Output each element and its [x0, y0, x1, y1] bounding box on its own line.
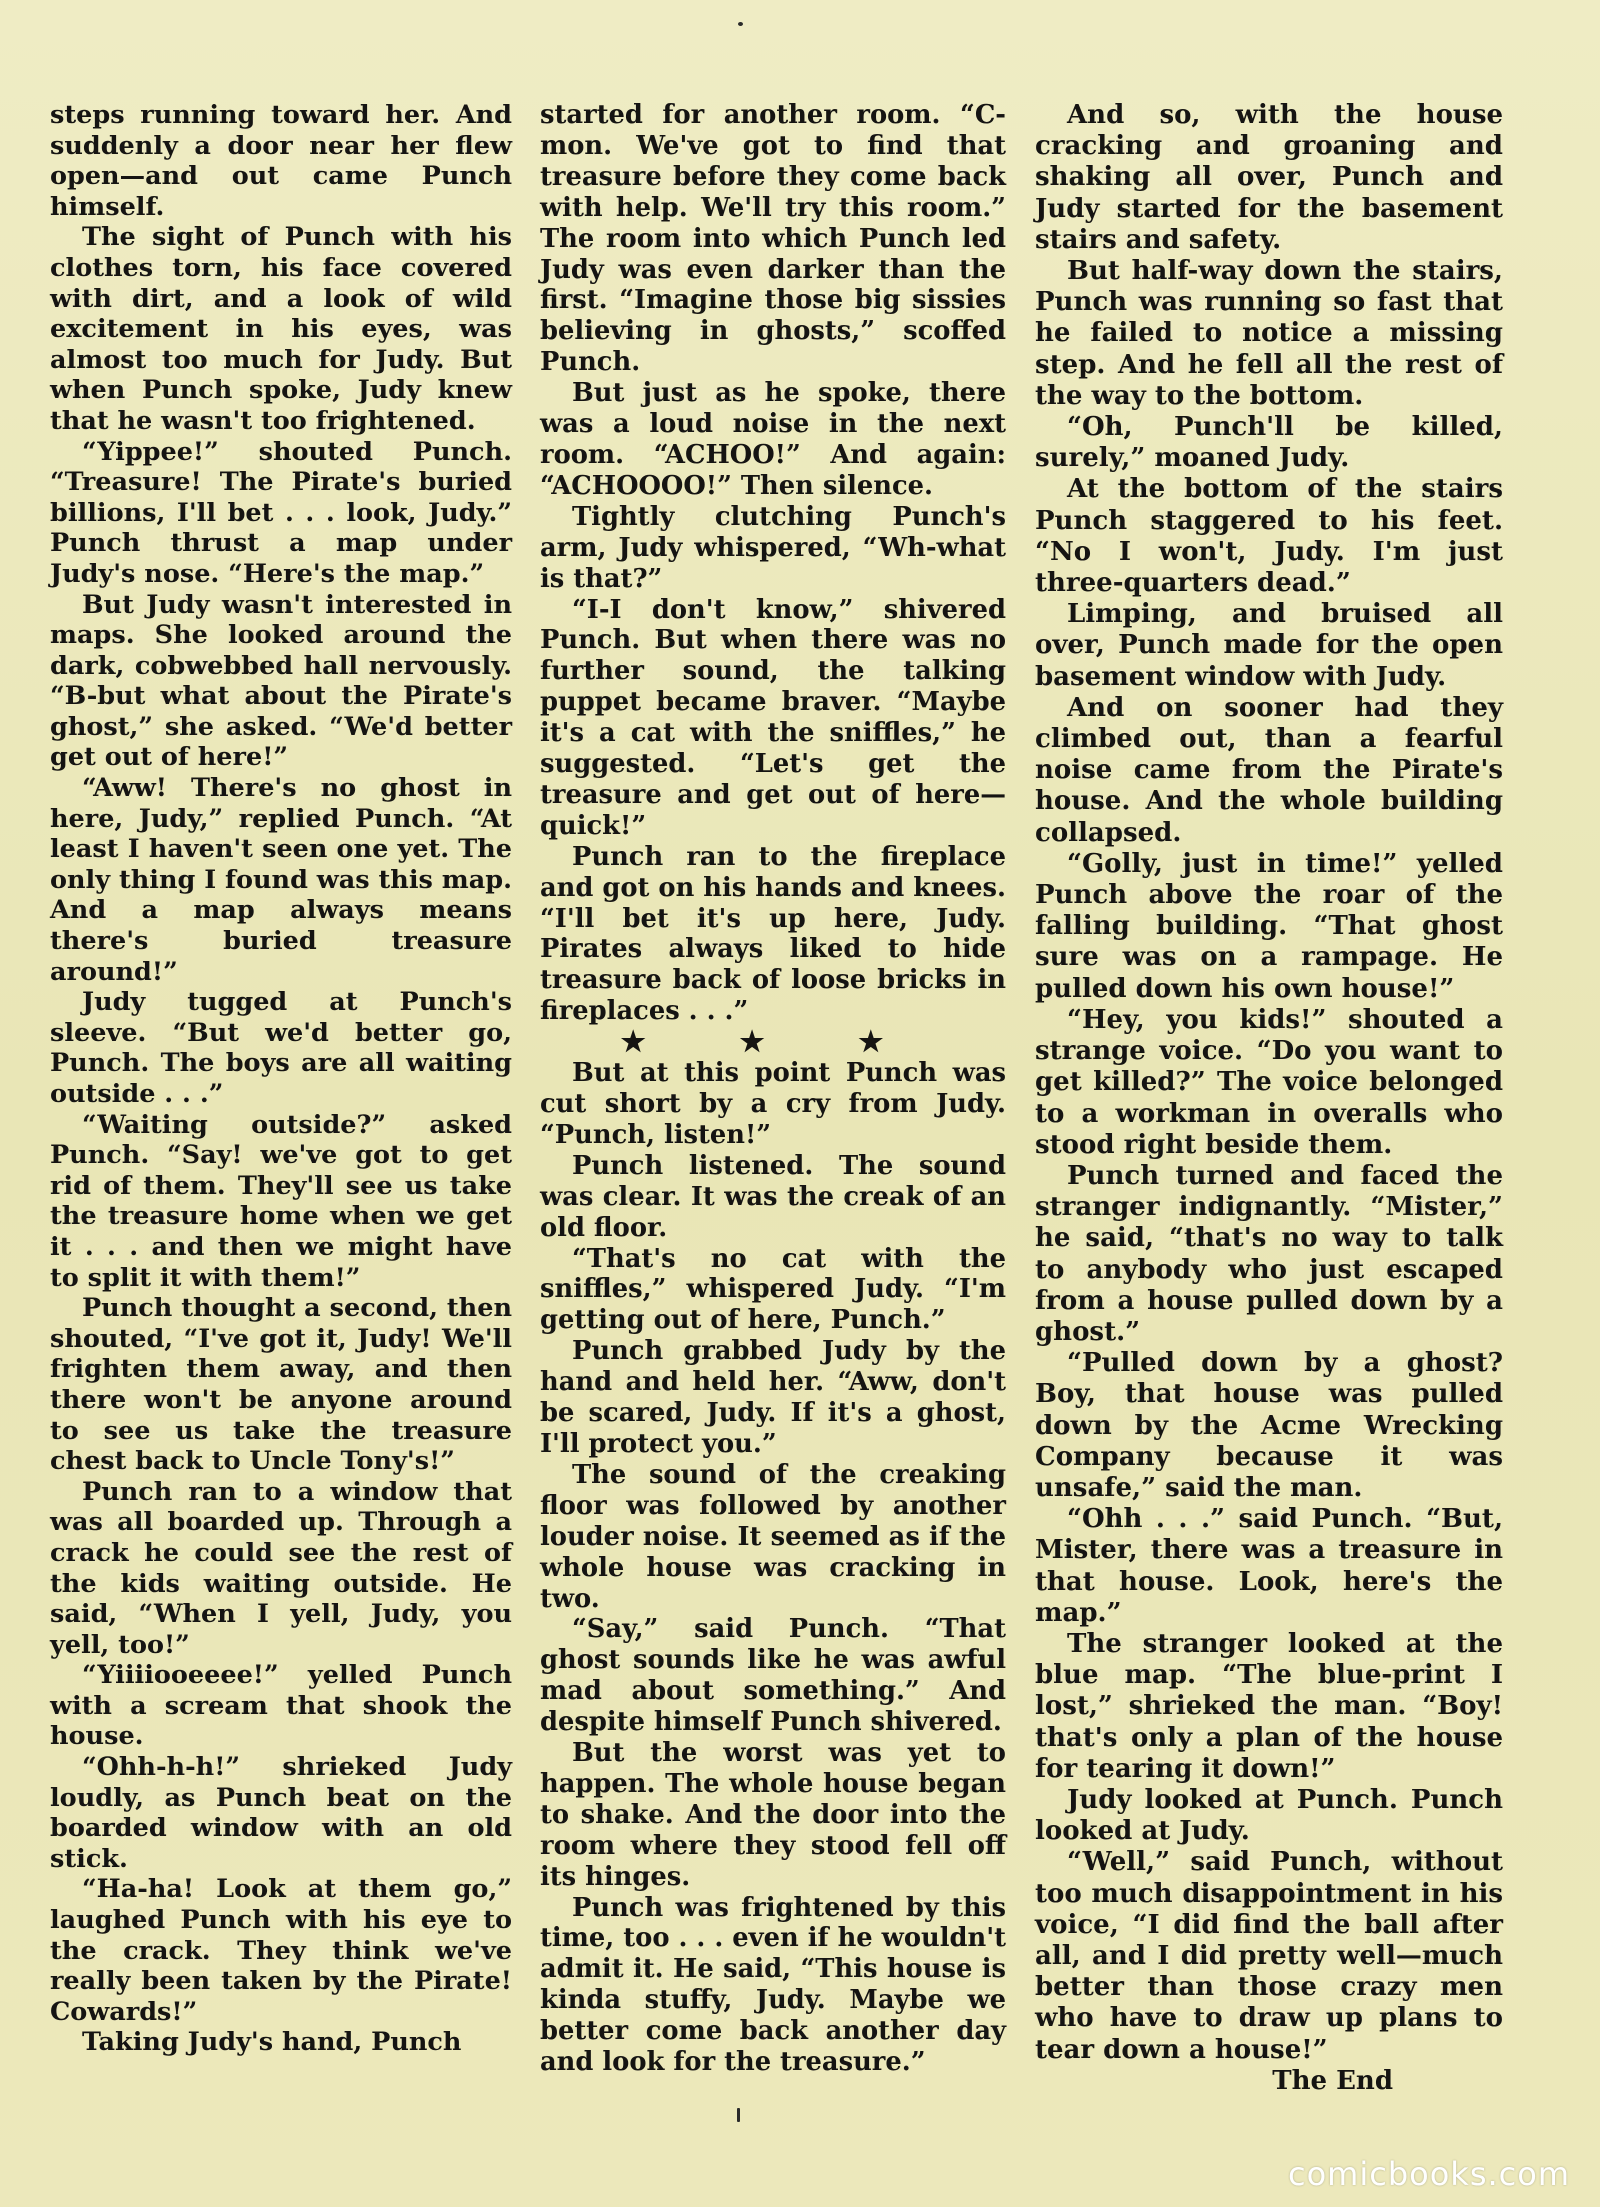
- paragraph: Taking Judy's hand, Punch: [82, 2027, 462, 2058]
- paragraph: But Judy wasn't interested in maps. She looked around the dark, cobwebbed hall nervously. “B-but what about the Pirate's ghost,” she asked. “We'd better get out of here!”: [50, 589, 512, 773]
- paragraph: “I-I don't know,” shivered Punch. But when there was no further sound, the talking puppet became braver. “Maybe it's a cat with the sniffles,” he suggested. “Let's get the treasure and get out of here—quick!”: [540, 594, 1006, 841]
- paragraph: “That's no cat with the sniffles,” whispered Judy. “I'm getting out of here, Punch.”: [540, 1243, 1006, 1336]
- paragraph: Punch thought a second, then shouted, “I've got it, Judy! We'll frighten them away, and then there won't be anyone around to see us take the treasure chest back to Uncle Tony's!”: [50, 1293, 512, 1477]
- paragraph: Punch ran to a window that was all boarded up. Through a crack he could see the rest of the kids waiting outside. He said, “When I yell, Judy, you yell, too!”: [50, 1476, 512, 1660]
- paragraph: Judy looked at Punch. Punch looked at Judy.: [1035, 1784, 1503, 1847]
- the-end-label: The End: [1272, 2065, 1393, 2096]
- paragraph: “Hey, you kids!” shouted a strange voice. “Do you want to get killed?” The voice belonged to a workman in overalls who stood right beside them.: [1035, 1004, 1503, 1160]
- paragraph: “Aww! There's no ghost in here, Judy,” replied Punch. “At least I haven't seen one yet. The only thing I found was this map. And a map always means there's buried treasure around!”: [50, 773, 512, 987]
- print-speck: [738, 22, 743, 26]
- paragraph: Punch ran to the fireplace and got on his hands and knees. “I'll bet it's up here, Judy. Pirates always liked to hide treasure back of loose bricks in fireplaces . . .”: [540, 841, 1007, 1027]
- paragraph: Punch grabbed Judy by the hand and held her. “Aww, don't be scared, Judy. If it's a ghost, I'll protect you.”: [540, 1336, 1006, 1459]
- paragraph: steps running toward her. And suddenly a door near her flew open—and out came Punch himself.: [50, 100, 512, 222]
- paragraph: started for another room. “C-mon. We've got to find that treasure before they come back with help. We'll try this room.” The room into which Punch led Judy was even darker than the first. “Imagine those big sissies believing in ghosts,” scoffed Punch.: [540, 100, 1006, 378]
- paragraph: Tightly clutching Punch's arm, Judy whispered, “Wh-what is that?”: [540, 501, 1006, 594]
- paragraph: At the bottom of the stairs Punch staggered to his feet. “No I won't, Judy. I'm just three-quarters dead.”: [1035, 474, 1503, 599]
- watermark: comicbooks.com: [1287, 2155, 1570, 2193]
- paragraph: “Ohh-h-h!” shrieked Judy loudly, as Punch beat on the boarded window with an old stick.: [50, 1752, 512, 1874]
- paragraph: But at this point Punch was cut short by a cry from Judy. “Punch, listen!”: [540, 1058, 1006, 1150]
- paragraph: “Yippee!” shouted Punch. “Treasure! The Pirate's buried billions, I'll bet . . . look, Judy.” Punch thrust a map under Judy's nose. “Here's the map.”: [50, 436, 512, 589]
- paragraph: The sound of the creaking floor was followed by another louder noise. It seemed as if the whole house was cracking in two.: [540, 1459, 1006, 1614]
- paragraph: Punch was frightened by this time, too . . . even if he wouldn't admit it. He said, “This house is kinda stuffy, Judy. Maybe we better come back another day and look for the treasure.”: [540, 1892, 1006, 2078]
- paragraph: Punch turned and faced the stranger indignantly. “Mister,” he said, “that's no way to talk to anybody who just escaped from a house pulled down by a ghost.”: [1035, 1160, 1503, 1347]
- paragraph: “Ha-ha! Look at them go,” laughed Punch with his eye to the crack. They think we've really been taken by the Pirate! Cowards!”: [50, 1874, 512, 2027]
- paragraph: “Ohh . . .” said Punch. “But, Mister, there was a treasure in that house. Look, here's the map.”: [1035, 1504, 1503, 1628]
- paragraph: Limping, and bruised all over, Punch made for the open basement window with Judy.: [1035, 599, 1503, 692]
- paragraph: “Golly, just in time!” yelled Punch above the roar of the falling building. “That ghost sure was on a rampage. He pulled down his own house!”: [1035, 848, 1503, 1004]
- section-break-stars: ★ ★ ★: [620, 1025, 926, 1059]
- paragraph: “Pulled down by a ghost? Boy, that house was pulled down by the Acme Wrecking Company because it was unsafe,” said the man.: [1035, 1348, 1503, 1503]
- text-column-1: [50, 100, 512, 2058]
- paragraph: “Waiting outside?” asked Punch. “Say! we've got to get rid of them. They'll see us take the treasure home when we get it . . . and then we might have to split it with them!”: [50, 1109, 512, 1293]
- paragraph: And on sooner had they climbed out, than a fearful noise came from the Pirate's house. And the whole building collapsed.: [1035, 692, 1503, 848]
- paragraph: “Oh, Punch'll be killed, surely,” moaned Judy.: [1035, 412, 1503, 474]
- paragraph: The stranger looked at the blue map. “The blue-print I lost,” shrieked the man. “Boy! that's only a plan of the house for tearing it down!”: [1035, 1628, 1503, 1784]
- paragraph: But just as he spoke, there was a loud noise in the next room. “ACHOO!” And again: “ACHOOOO!” Then silence.: [540, 378, 1006, 501]
- paragraph: “Say,” said Punch. “That ghost sounds like he was awful mad about something.” And despite himself Punch shivered.: [540, 1614, 1006, 1738]
- text-column-3: [1035, 100, 1503, 2097]
- paragraph: “Yiiiiooeeee!” yelled Punch with a scream that shook the house.: [50, 1660, 512, 1752]
- paragraph: Judy tugged at Punch's sleeve. “But we'd better go, Punch. The boys are all waiting outside . . .”: [50, 987, 512, 1109]
- paragraph: But the worst was yet to happen. The whole house began to shake. And the door into the room where they stood fell off its hinges.: [540, 1738, 1006, 1892]
- paragraph: But half-way down the stairs, Punch was running so fast that he failed to notice a missing step. And he fell all the rest of the way to the bottom.: [1035, 256, 1503, 411]
- text-column-2: [540, 100, 1006, 2078]
- paragraph: The sight of Punch with his clothes torn, his face covered with dirt, and a look of wild excitement in his eyes, was almost too much for Judy. But when Punch spoke, Judy knew that he wasn't too frightened.: [50, 222, 512, 436]
- print-speck: [737, 2108, 740, 2122]
- paragraph: And so, with the house cracking and groaning and shaking all over, Punch and Judy started for the basement stairs and safety.: [1035, 100, 1503, 255]
- paragraph: Punch listened. The sound was clear. It was the creak of an old floor.: [540, 1150, 1006, 1243]
- paragraph: “Well,” said Punch, without too much disappointment in his voice, “I did find the ball after all, and I did pretty well—much better than those crazy men who have to draw up plans to tear down a house!”: [1035, 1847, 1503, 2065]
